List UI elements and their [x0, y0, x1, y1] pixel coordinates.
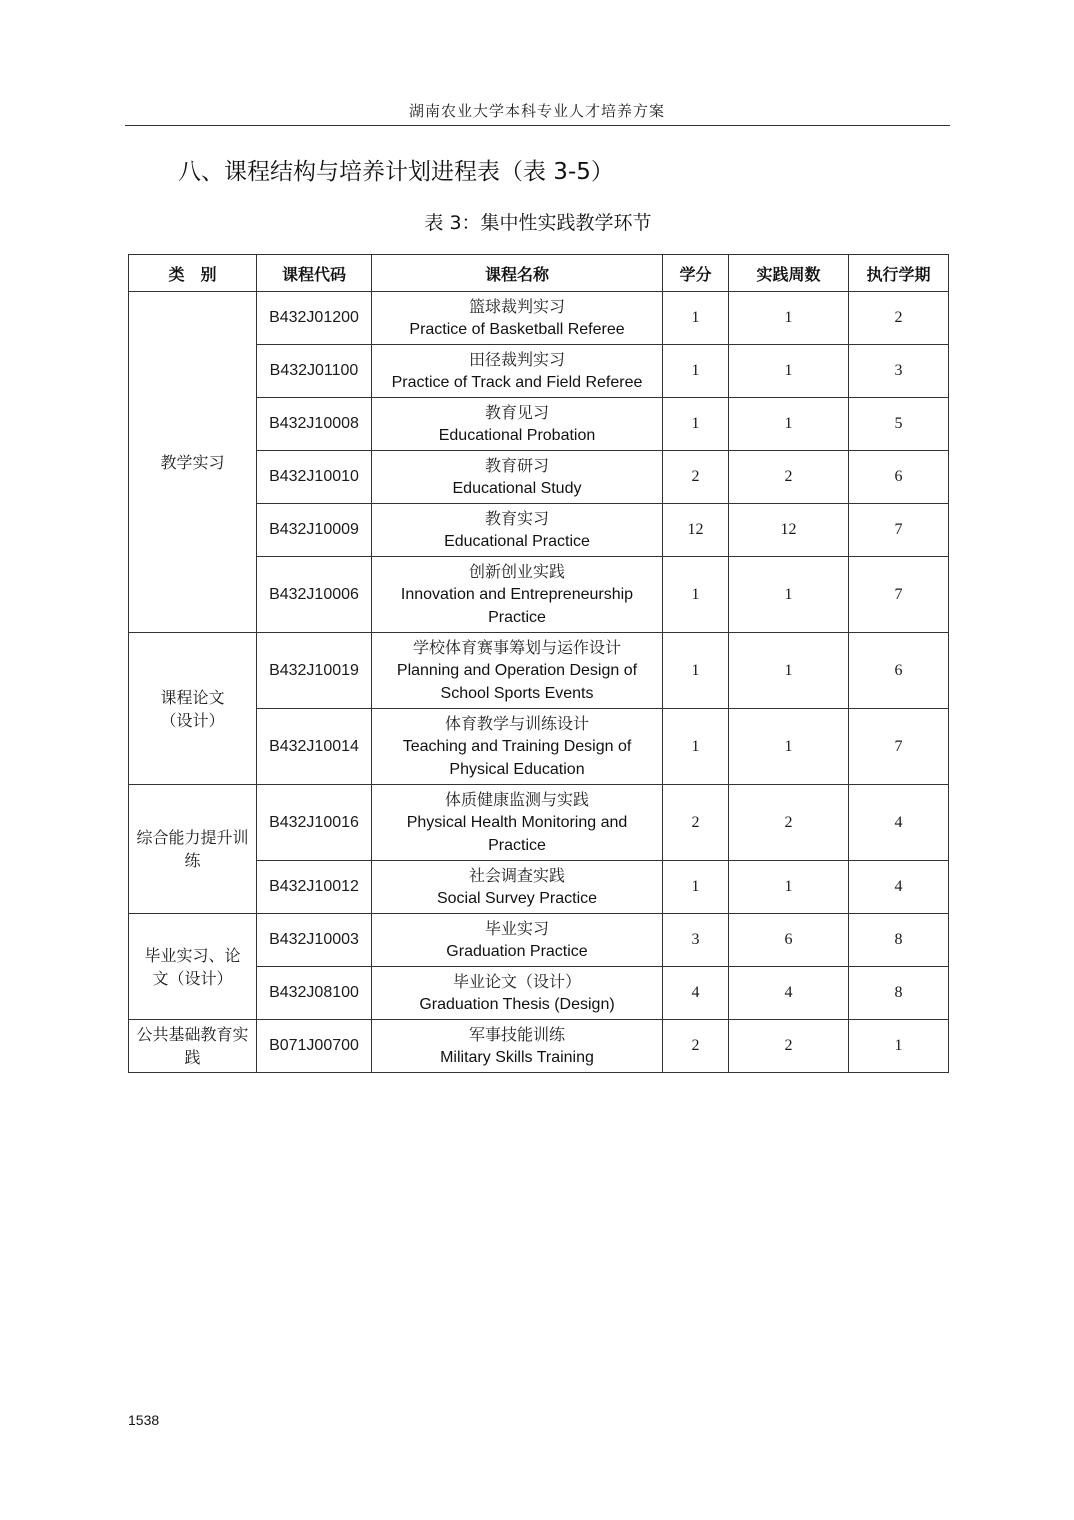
credits-cell: 1: [663, 709, 729, 785]
category-cell: [129, 633, 257, 785]
course-name-zh: 社会调查实践: [468, 866, 565, 885]
course-name-en: Educational Practice: [444, 533, 590, 550]
course-name-cell: [372, 398, 663, 451]
weeks-cell: 1: [729, 292, 849, 345]
course-code: B432J10016: [257, 785, 372, 861]
course-name-cell: [372, 633, 663, 709]
category-label: 综合能力提升训练: [136, 828, 249, 870]
page-number: 1538: [128, 1412, 160, 1428]
course-name-cell: [372, 914, 663, 967]
category-label: 毕业实习、论文（设计）: [144, 945, 241, 988]
course-name-zh: 毕业论文（设计）: [452, 972, 581, 991]
course-name-zh: 教育实习: [484, 509, 549, 528]
category-label: 公共基础教育实践: [136, 1025, 249, 1067]
semester-cell: 2: [849, 292, 949, 345]
semester-cell: 7: [849, 504, 949, 557]
table-row: [129, 292, 949, 345]
semester-cell: 7: [849, 557, 949, 633]
course-name-cell: [372, 967, 663, 1020]
weeks-cell: 6: [729, 914, 849, 967]
table-row: [129, 633, 949, 709]
course-code: B432J10006: [257, 557, 372, 633]
course-name-en: Innovation and Entrepreneurship Practice: [400, 586, 634, 626]
weeks-cell: 2: [729, 451, 849, 504]
section-title: 八、课程结构与培养计划进程表（表 3-5）: [178, 159, 614, 185]
category-cell: [129, 914, 257, 1020]
category-cell: [129, 1020, 257, 1073]
credits-cell: 1: [663, 292, 729, 345]
table-row: [129, 1020, 949, 1073]
weeks-cell: 1: [729, 398, 849, 451]
course-code: B432J10003: [257, 914, 372, 967]
credits-cell: 12: [663, 504, 729, 557]
semester-cell: 6: [849, 633, 949, 709]
category-label: 课程论文（设计）: [160, 687, 225, 730]
course-name-zh: 田径裁判实习: [468, 350, 565, 369]
credits-cell: 2: [663, 451, 729, 504]
course-code: B432J10010: [257, 451, 372, 504]
course-name-en: Planning and Operation Design of School Sports Events: [396, 662, 638, 702]
running-header: 湖南农业大学本科专业人才培养方案: [408, 102, 665, 120]
table-body: [129, 292, 949, 1073]
credits-cell: 1: [663, 398, 729, 451]
course-name-zh: 学校体育赛事筹划与运作设计: [412, 638, 621, 657]
column-header-weeks: 实践周数: [729, 255, 849, 292]
course-name-zh: 篮球裁判实习: [468, 297, 565, 316]
weeks-cell: 1: [729, 345, 849, 398]
course-name-cell: [372, 504, 663, 557]
column-header-semester: 执行学期: [849, 255, 949, 292]
semester-cell: 8: [849, 914, 949, 967]
course-code: B432J08100: [257, 967, 372, 1020]
course-name-cell: [372, 345, 663, 398]
weeks-cell: 4: [729, 967, 849, 1020]
course-name-en: Teaching and Training Design of Physical Education: [402, 738, 632, 778]
course-name-zh: 军事技能训练: [468, 1025, 565, 1044]
weeks-cell: 1: [729, 861, 849, 914]
course-name-en: Practice of Track and Field Referee: [391, 374, 643, 391]
weeks-cell: 1: [729, 557, 849, 633]
column-header-credits: 学分: [663, 255, 729, 292]
semester-cell: 4: [849, 785, 949, 861]
column-header-category: 类 别: [129, 255, 257, 292]
course-name-cell: [372, 1020, 663, 1073]
credits-cell: 1: [663, 345, 729, 398]
course-name-cell: [372, 785, 663, 861]
course-name-cell: [372, 709, 663, 785]
table-header-row: [129, 255, 949, 292]
course-name-zh: 体质健康监测与实践: [444, 790, 589, 809]
credits-cell: 2: [663, 1020, 729, 1073]
credits-cell: 4: [663, 967, 729, 1020]
semester-cell: 6: [849, 451, 949, 504]
course-name-en: Social Survey Practice: [436, 890, 598, 907]
table-row: [129, 785, 949, 861]
course-code: B432J10019: [257, 633, 372, 709]
course-code: B432J01200: [257, 292, 372, 345]
credits-cell: 3: [663, 914, 729, 967]
course-name-en: Educational Probation: [438, 427, 596, 444]
header-rule: [125, 125, 950, 126]
course-name-en: Educational Study: [452, 480, 582, 497]
course-code: B432J10012: [257, 861, 372, 914]
category-cell: [129, 785, 257, 914]
course-code: B432J10009: [257, 504, 372, 557]
weeks-cell: 12: [729, 504, 849, 557]
course-name-cell: [372, 292, 663, 345]
credits-cell: 1: [663, 861, 729, 914]
semester-cell: 7: [849, 709, 949, 785]
credits-cell: 1: [663, 557, 729, 633]
course-name-en: Graduation Practice: [446, 943, 588, 960]
weeks-cell: 1: [729, 709, 849, 785]
weeks-cell: 1: [729, 633, 849, 709]
credits-cell: 2: [663, 785, 729, 861]
table-row: [129, 914, 949, 967]
weeks-cell: 2: [729, 785, 849, 861]
column-header-name: 课程名称: [372, 255, 663, 292]
semester-cell: 1: [849, 1020, 949, 1073]
course-code: B432J01100: [257, 345, 372, 398]
course-name-cell: [372, 557, 663, 633]
course-code: B432J10008: [257, 398, 372, 451]
course-name-en: Physical Health Monitoring and Practice: [406, 814, 628, 854]
table-caption: 表 3：集中性实践教学环节: [424, 212, 652, 234]
course-name-zh: 教育研习: [484, 456, 549, 475]
course-name-en: Graduation Thesis (Design): [419, 996, 615, 1013]
course-name-en: Military Skills Training: [440, 1049, 594, 1066]
course-name-zh: 创新创业实践: [468, 562, 565, 581]
semester-cell: 5: [849, 398, 949, 451]
course-name-zh: 教育见习: [484, 403, 549, 422]
credits-cell: 1: [663, 633, 729, 709]
category-label: 教学实习: [160, 452, 225, 472]
course-name-zh: 体育教学与训练设计: [444, 714, 589, 733]
category-cell: [129, 292, 257, 633]
weeks-cell: 2: [729, 1020, 849, 1073]
semester-cell: 8: [849, 967, 949, 1020]
practice-table: [128, 254, 949, 1073]
course-name-zh: 毕业实习: [484, 919, 549, 938]
course-code: B071J00700: [257, 1020, 372, 1073]
course-code: B432J10014: [257, 709, 372, 785]
column-header-code: 课程代码: [257, 255, 372, 292]
course-name-en: Practice of Basketball Referee: [409, 321, 625, 338]
course-name-cell: [372, 861, 663, 914]
semester-cell: 3: [849, 345, 949, 398]
course-name-cell: [372, 451, 663, 504]
semester-cell: 4: [849, 861, 949, 914]
